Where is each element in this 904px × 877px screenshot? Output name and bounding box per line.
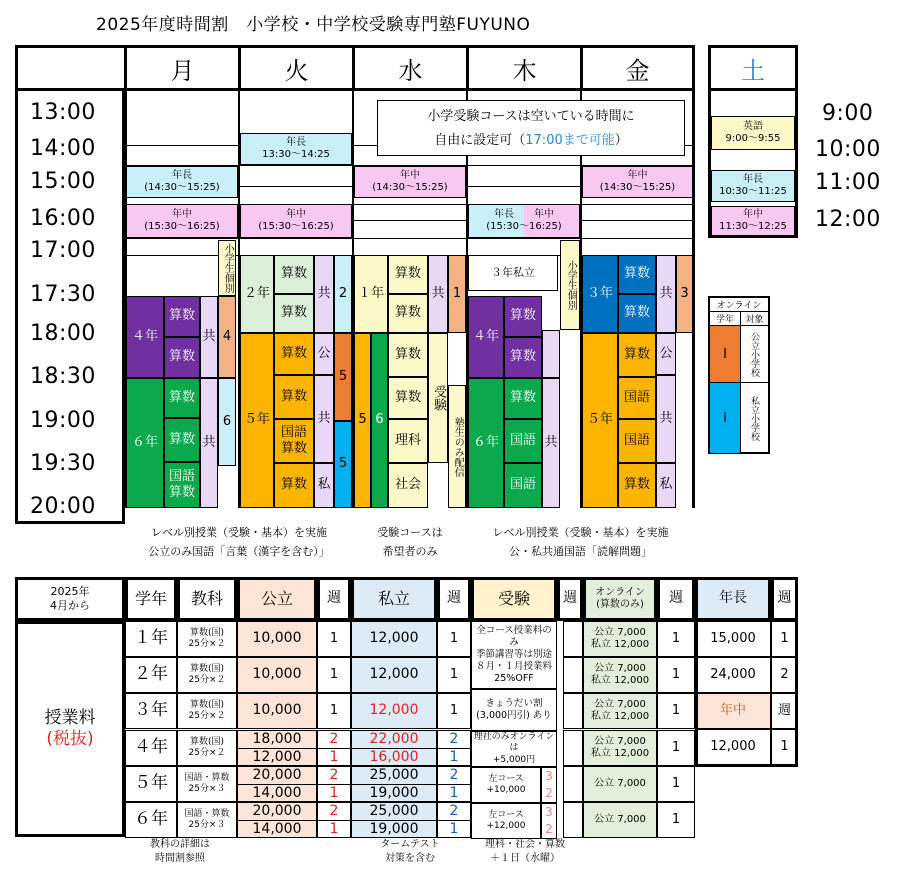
fee-exam-week [563, 766, 583, 802]
fri-kokugo: 国語 [618, 377, 656, 419]
fri-shi: 私 [656, 463, 676, 508]
tue-2: 2 [334, 255, 352, 333]
tue-sansu: 算数 [274, 375, 314, 419]
fee-exam-w4: 3 2 [541, 767, 557, 803]
tue-ko: 公 [314, 333, 334, 375]
thu-3nen-shiritsu: ３年私立 [468, 255, 558, 291]
fee-grade: ５年 [125, 766, 177, 802]
day-fri: 金 [580, 45, 695, 91]
day-wed: 水 [352, 45, 469, 91]
fee-grade: ４年 [125, 730, 177, 766]
fee-online: 公立 7,000 私立 12,000 [583, 657, 657, 693]
wed-nenchu-block: 年中 (14:30～15:25) [354, 166, 466, 198]
fri-5nen: ５年 [582, 333, 618, 508]
fee-exam-week [563, 693, 583, 729]
fee-exam-w5: 3 2 [541, 803, 557, 839]
mon-nencho-block: 年長 (14:30～15:25) [126, 166, 238, 198]
tue-2nen: ２年 [240, 255, 274, 333]
mon-sansu: 算数 [164, 378, 200, 418]
fee-grade: ２年 [125, 657, 177, 693]
wed-kyo: 共 [428, 255, 448, 333]
fee-head-online: オンライン (算数のみ) [583, 577, 657, 621]
fee-grade: ６年 [125, 802, 177, 838]
wed-sansu: 算数 [388, 294, 428, 333]
fee-nenchu-week: 週 [771, 693, 798, 729]
wed-sansu: 算数 [388, 377, 428, 419]
sat-time-label: 11:00 [815, 170, 881, 195]
fee-subject: 国語・算数 25分×３ [177, 802, 237, 838]
fee-exam-note5: 左コース +12,000 [471, 803, 541, 839]
fee-public-week: 1 [317, 621, 351, 657]
fri-nenchu-block: 年中 (14:30～15:25) [582, 166, 693, 198]
mon-sansu: 算数 [164, 337, 200, 378]
fee-nenchu-v3: 12,000 [695, 729, 771, 765]
time-label: 15:00 [30, 169, 96, 194]
tue-kyo: 共 [314, 375, 334, 463]
day-tue: 火 [238, 45, 355, 91]
note-mon: レベル別授業（受験・基本）を実施 公立のみ国語「言葉（漢字を含む）」 [148, 526, 330, 558]
tue-sansu: 算数 [274, 463, 314, 508]
fee-nencho-w1: 1 [771, 621, 798, 657]
fee-public: 10,000 [237, 621, 317, 657]
sat-time-label: 10:00 [815, 137, 881, 162]
fee-foot3: 理科・社会・算数 ＋１日（水曜） [485, 839, 565, 864]
tue-sansu: 算数 [274, 255, 314, 294]
sat-nenchu: 年中 11:30～12:25 [711, 206, 795, 236]
online-legend-v1: Ⅰ [710, 326, 741, 382]
fee-exam-note4: 左コース +10,000 [471, 767, 541, 803]
wed-haishin: 塾生のみ配信 [448, 385, 466, 508]
fee-public: 18,000 12,000 [237, 730, 317, 766]
wed-1: 1 [448, 255, 466, 333]
wed-rika: 理科 [388, 419, 428, 463]
time-label: 18:30 [30, 364, 96, 389]
day-mon: 月 [124, 45, 241, 91]
tue-kyo: 共 [314, 255, 334, 333]
sat-eigo: 英語 9:00～9:55 [711, 116, 795, 150]
fri-3: 3 [676, 255, 693, 333]
thu-kokugo: 国語 [504, 463, 542, 508]
mon-nenchu-block: 年中 (15:30～16:25) [126, 204, 238, 238]
sat-time-label: 12:00 [815, 207, 881, 232]
fee-public-week: 2 1 [317, 730, 351, 766]
fri-ko: 公 [656, 333, 676, 375]
fee-nenchu-w3: 1 [771, 729, 798, 765]
tue-5b: 5 [334, 421, 352, 508]
tue-shi: 私 [314, 463, 334, 508]
mon-4: 4 [218, 296, 236, 378]
thu-6nen: ６年 [468, 378, 504, 508]
fee-private-week: 2 1 [437, 802, 471, 838]
thu-sansu: 算数 [504, 296, 542, 337]
note-thu: レベル別授業（受験・基本）を実施 公・私共通国語「読解問題」 [492, 526, 669, 558]
fee-public: 20,000 14,000 [237, 766, 317, 802]
fee-exam-week [563, 657, 583, 693]
fee-nencho-v2: 24,000 [695, 657, 771, 693]
fee-head-week: 週 [437, 577, 471, 621]
online-legend-r2: 私立小学校 [749, 395, 759, 441]
fee-exam-week [563, 621, 583, 657]
fee-nencho-w2: 2 [771, 657, 798, 693]
thu-sansu: 算数 [504, 378, 542, 419]
mon-kobetsu: 小学生個別 [218, 240, 236, 296]
header-corner [15, 45, 127, 91]
fri-sansu: 算数 [618, 333, 656, 377]
fee-public-week: 2 1 [317, 766, 351, 802]
fee-grade: ３年 [125, 693, 177, 729]
time-label: 17:00 [30, 238, 96, 263]
fee-online: 公立 7,000 私立 12,000 [583, 621, 657, 657]
online-legend-v2: Ⅰ [710, 383, 741, 453]
fee-head-week: 週 [317, 577, 351, 621]
fee-exam-note2: きょうだい割 (3,000円引) あり [471, 689, 557, 731]
fee-online: 公立 7,000 私立 12,000 [583, 730, 657, 766]
online-legend-col1: 学年 [710, 312, 741, 325]
wed-juken: 受験 [428, 333, 448, 463]
fee-private-week: 1 [437, 657, 471, 693]
tue-nenchu-block: 年中 (15:30～16:25) [240, 204, 352, 238]
thu-kobetsu: 小学生個別 [560, 240, 580, 330]
fee-exam-week [563, 730, 583, 766]
wed-shakai: 社会 [388, 463, 428, 508]
fee-online-week: 1 [657, 693, 695, 729]
mon-sansu: 算数 [164, 418, 200, 462]
fee-exam-note3: 理社のみオンラインは +5,000円 [471, 731, 557, 767]
sat-nencho: 年長 10:30～11:25 [711, 170, 795, 202]
fee-private: 25,000 19,000 [351, 802, 437, 838]
fee-exam-note1: 全コース授業料のみ 季節講習等は別途 ８月・１月授業料 25%OFF [471, 621, 557, 689]
fee-online-week: 1 [657, 730, 695, 766]
fee-foot1: 教科の詳細は 時間割参照 [150, 839, 210, 864]
day-thu: 木 [466, 45, 583, 91]
fee-public-week: 2 1 [317, 802, 351, 838]
fee-private-week: 1 [437, 621, 471, 657]
time-label: 13:00 [30, 100, 96, 125]
time-label: 18:00 [30, 321, 96, 346]
fee-private: 12,000 [351, 693, 437, 729]
fee-nencho-v1: 15,000 [695, 621, 771, 657]
fee-online-week: 1 [657, 802, 695, 838]
fee-public-week: 1 [317, 657, 351, 693]
fee-head-grade: 学年 [125, 577, 177, 621]
fee-exam-week [563, 802, 583, 838]
fee-foot2: タームテスト 対策を含む [380, 839, 440, 864]
time-label: 19:30 [30, 451, 96, 476]
fee-subject: 算数(国) 25分×２ [177, 657, 237, 693]
fee-nenchu-label: 年中 [695, 693, 771, 729]
tue-sansu: 算数 [274, 333, 314, 375]
mon-6: 6 [218, 378, 236, 466]
fee-side-label: 授業料 (税抜) [15, 621, 125, 837]
time-label: 14:00 [30, 136, 96, 161]
online-legend [708, 296, 770, 454]
tue-5nen: ５年 [240, 333, 274, 508]
fee-head-public: 公立 [237, 577, 317, 621]
thu-kyo: 共 [542, 378, 560, 508]
fee-public-week: 1 [317, 693, 351, 729]
online-legend-col2: 対象 [745, 315, 764, 325]
fee-private: 25,000 19,000 [351, 766, 437, 802]
mon-sansu: 算数 [164, 296, 200, 337]
time-label: 19:00 [30, 408, 96, 433]
fee-head-week: 週 [557, 577, 583, 621]
mon-6nen: ６年 [126, 378, 164, 508]
fee-subject: 算数(国) 25分×２ [177, 730, 237, 766]
fee-private: 12,000 [351, 657, 437, 693]
fee-public: 20,000 14,000 [237, 802, 317, 838]
wed-sansu: 算数 [388, 255, 428, 294]
tue-sansu: 算数 [274, 294, 314, 333]
fri-kokugo: 国語 [618, 419, 656, 463]
fee-private: 12,000 [351, 621, 437, 657]
notice-box [377, 100, 685, 156]
fri-kyo: 共 [656, 375, 676, 463]
time-label: 17:30 [30, 282, 96, 307]
fee-online-week: 1 [657, 621, 695, 657]
online-legend-r1: 公立小学校 [749, 331, 759, 377]
nencho-frame [695, 577, 798, 767]
fee-private-week: 2 1 [437, 766, 471, 802]
thu-nenchou-block: 年長 年中 (15:30～16:25) [468, 204, 580, 238]
fee-online-week: 1 [657, 766, 695, 802]
mon-kyo: 共 [200, 296, 218, 378]
note-wed: 受験コースは 希望者のみ [377, 526, 443, 558]
fee-head-exam: 受験 [471, 577, 557, 621]
fee-head-week: 週 [771, 577, 798, 621]
row-line [127, 238, 692, 239]
page-title: 2025年度時間割 小学校・中学校受験専門塾FUYUNO [96, 15, 531, 35]
sat-time-label: 9:00 [822, 101, 874, 126]
fee-subject: 算数(国) 25分×２ [177, 621, 237, 657]
fee-subject: 国語・算数 25分×３ [177, 766, 237, 802]
fee-grade: １年 [125, 621, 177, 657]
day-sat: 土 [708, 45, 798, 91]
fee-private: 22,000 16,000 [351, 730, 437, 766]
fri-sansu: 算数 [618, 255, 656, 294]
time-label: 16:00 [30, 206, 96, 231]
wed-sansu: 算数 [388, 333, 428, 377]
tue-kokugo-sansu: 国語算数 [274, 419, 314, 463]
fee-private-week: 2 1 [437, 730, 471, 766]
notice-line1: 小学受験コースは空いている時間に [427, 109, 635, 124]
fee-online: 公立 7,000 [583, 766, 657, 802]
fee-head-subject: 教科 [177, 577, 237, 621]
fri-kyo: 共 [656, 255, 676, 333]
time-label: 20:00 [30, 494, 96, 519]
tue-nencho-block: 年長 13:30～14:25 [240, 133, 352, 165]
fee-subject: 算数(国) 25分×２ [177, 693, 237, 729]
notice-line2: 自由に設定可（17:00まで可能） [434, 133, 628, 148]
fee-private-week: 1 [437, 693, 471, 729]
fee-public: 10,000 [237, 657, 317, 693]
tue-5a: 5 [334, 333, 352, 421]
wed-1nen: １年 [354, 255, 388, 333]
fee-head-start: 2025年 4月から [15, 577, 125, 621]
fee-head-nencho: 年長 [695, 577, 771, 621]
fri-sansu: 算数 [618, 294, 656, 333]
online-legend-title: オンライン [710, 298, 768, 312]
fee-online-week: 1 [657, 657, 695, 693]
thu-kokugo: 国語 [504, 419, 542, 463]
thu-sansu: 算数 [504, 337, 542, 378]
mon-4nen: ４年 [126, 296, 164, 378]
thu-lav [542, 330, 560, 378]
fri-sansu: 算数 [618, 463, 656, 508]
thu-4nen: ４年 [468, 296, 504, 378]
fee-head-private: 私立 [351, 577, 437, 621]
fee-head-week: 週 [657, 577, 695, 621]
fee-public: 10,000 [237, 693, 317, 729]
fee-online: 公立 7,000 私立 12,000 [583, 693, 657, 729]
fri-3nen: ３年 [582, 255, 618, 333]
wed-6nen: 6 [371, 333, 388, 508]
mon-kyo: 共 [200, 378, 218, 508]
mon-kokugo-sansu: 国語算数 [164, 462, 200, 508]
fee-online: 公立 7,000 [583, 802, 657, 838]
wed-5nen: 5 [354, 333, 371, 508]
